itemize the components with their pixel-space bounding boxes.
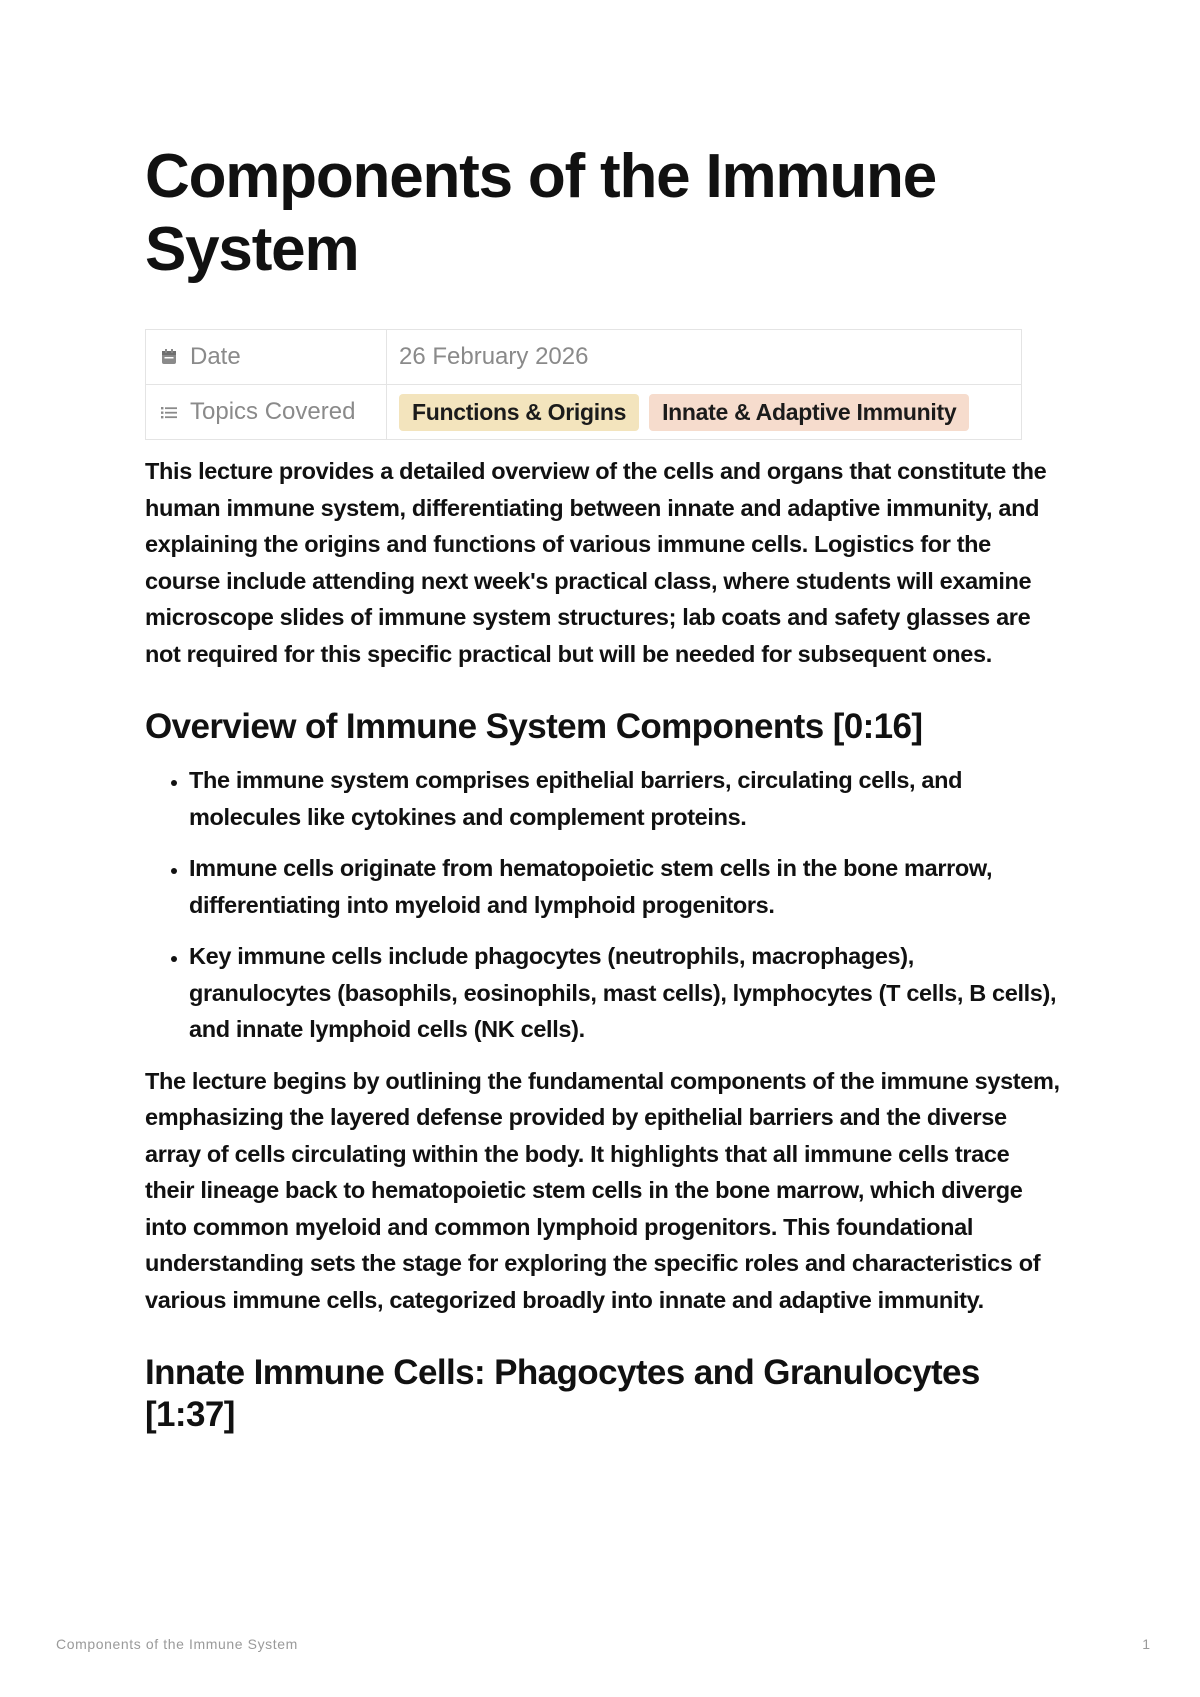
section-heading-innate-cells: Innate Immune Cells: Phagocytes and Granulocytes [1:37] bbox=[145, 1353, 980, 1434]
property-label-topics: Topics Covered bbox=[190, 398, 356, 425]
document-page bbox=[145, 140, 1060, 1450]
page-title: Components of the Immune System bbox=[145, 142, 936, 284]
overview-bullet-list bbox=[145, 762, 1060, 1048]
tag-functions-origins[interactable]: Functions & Origins bbox=[399, 394, 639, 431]
bullet-item: • Immune cells originate from hematopoietic stem cells in the bone marrow, differentiating into myeloid and lymphoid progenitors. bbox=[189, 850, 1060, 923]
footer-page-number: 1 bbox=[1142, 1636, 1150, 1652]
bullet-item: • The immune system comprises epithelial barriers, circulating cells, and molecules like cytokines and complement proteins. bbox=[189, 762, 1060, 835]
bullet-item: • Key immune cells include phagocytes (neutrophils, macrophages), granulocytes (basophils, eosinophils, mast cells), lymphocytes (T cells, B cells), and innate lymphoid cells (NK cells). bbox=[189, 938, 1060, 1048]
property-value-topics[interactable] bbox=[387, 385, 1022, 440]
property-label-date: Date bbox=[190, 343, 241, 370]
properties-table bbox=[145, 329, 1022, 440]
property-row-topics bbox=[146, 385, 1022, 440]
property-name-date bbox=[146, 330, 387, 385]
footer-document-title: Components of the Immune System bbox=[56, 1636, 298, 1652]
calendar-icon bbox=[160, 348, 178, 366]
property-row-date bbox=[146, 330, 1022, 385]
intro-paragraph: This lecture provides a detailed overview of the cells and organs that constitute the human immune system, differentiating between innate and adaptive immunity, and explaining the origins and functions of various immune cells. Logistics for the course include attending next week's practical class, where students will examine microscope slides of immune system structures; lab coats and safety glasses are not required for this specific practical but will be needed for subsequent ones. bbox=[145, 458, 1047, 667]
property-value-date[interactable]: 26 February 2026 bbox=[387, 330, 1022, 385]
overview-paragraph: The lecture begins by outlining the fundamental components of the immune system, emphasizing the layered defense provided by epithelial barriers and the diverse array of cells circulating within the body. It highlights that all immune cells trace their lineage back to hematopoietic stem cells in the bone marrow, which diverge into common myeloid and common lymphoid progenitors. This foundational understanding sets the stage for exploring the specific roles and characteristics of various immune cells, categorized broadly into innate and adaptive immunity. bbox=[145, 1067, 1060, 1313]
tag-innate-adaptive-immunity[interactable]: Innate & Adaptive Immunity bbox=[649, 394, 969, 431]
list-icon bbox=[160, 403, 178, 421]
section-heading-overview: Overview of Immune System Components [0:16] bbox=[145, 707, 923, 746]
property-name-topics bbox=[146, 385, 387, 440]
